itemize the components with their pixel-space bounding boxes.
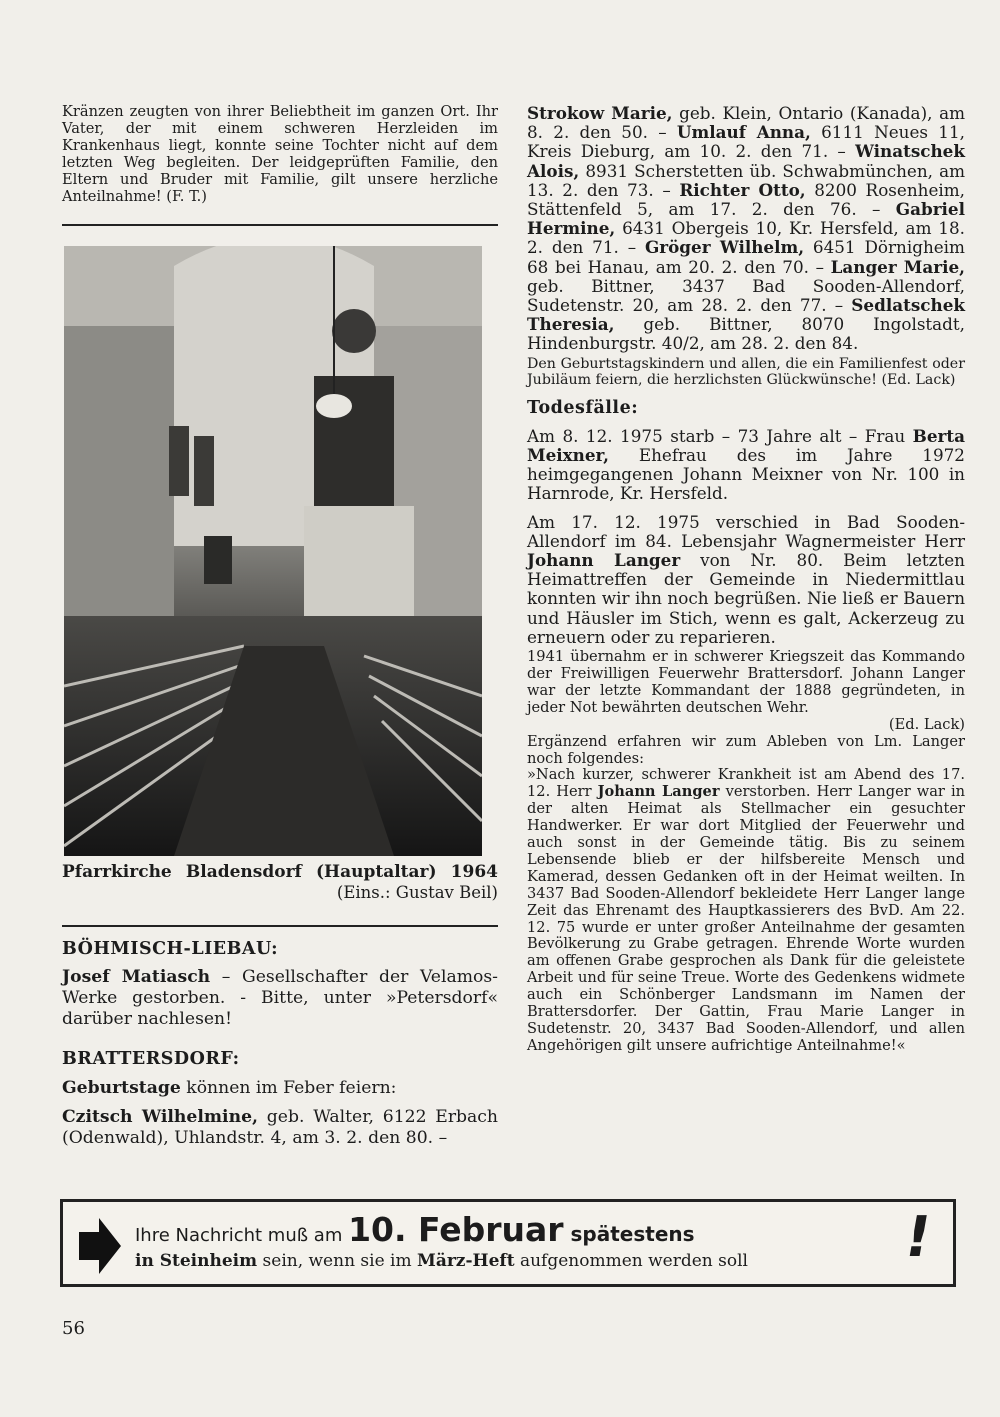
person-name: Gröger Wilhelm, — [644, 237, 805, 258]
person-name: Richter Otto, — [679, 179, 806, 200]
church-interior-illustration — [64, 246, 482, 856]
person-name: Gabriel Hermine, — [527, 199, 965, 239]
photo-caption-title: Pfarrkirche Bladensdorf (Hauptaltar) 1964 — [62, 862, 498, 882]
divider — [62, 925, 498, 927]
person-name: Langer Marie, — [830, 256, 965, 277]
arrow-right-icon — [79, 1218, 121, 1274]
person-name: Josef Matiasch — [62, 967, 211, 987]
greeting-paragraph: Den Geburtstagskindern und allen, die ein Familienfest oder Jubiläum feiern, die herzlichsten Glückwünsche! (Ed. Lack) — [527, 355, 965, 389]
entry-text: geb. Walter, 6122 Erbach (Odenwald), Uhlandstr. 4, am 3. 2. den 80. – — [62, 1107, 498, 1148]
section-heading-brattersdorf: BRATTERSDORF: — [62, 1049, 240, 1069]
left-column-top — [62, 104, 498, 226]
birthday-intro — [62, 1078, 498, 1099]
person-name: Umlauf Anna, — [676, 122, 811, 143]
person-name: Winatschek Alois, — [527, 141, 965, 181]
paragraph-text: verstorben. Herr Langer war in der alten Heimat als Stellmacher ein gesuchter Handwerker. Er war dort Mitglied der Feuerwehr und auch sonst in der Gemeinde tätig. Bis zu seinem Lebensende blieb er der hilfsbereite Mensch und Kamerad, dessen Gedanken oft in der Heimat weilten. In 3437 Bad Sooden-Allendorf bekleidete Herr Langer lange Zeit das Ehrenamt des Hauptkassierers des BvD. Am 22. 12. 75 wurde er unter großer Anteilnahme der gesamten Bevölkerung zu Grabe getragen. Ehrende Worte wurden am offenen Grabe gesprochen als Dank für die geleistete Arbeit und für seine Treue. Worte des Gedenkens widmete auch ein Schönberger Landsmann im Namen der Brattersdorfer. Der Gattin, Frau Marie Langer in Sudetenstr. 20, 3437 Bad Sooden-Allendorf, und allen Angehörigen gilt unsere aufrichtige Anteilnahme!« — [527, 783, 966, 1054]
entry-text: geb. Bittner, 8070 Ingolstadt, Hindenburgstr. 40/2, am 28. 2. den 84. — [527, 314, 965, 354]
section-heading-todesfaelle: Todesfälle: — [527, 397, 639, 418]
banner-text-bold: spätestens — [563, 1222, 695, 1246]
paragraph-text: Am 17. 12. 1975 verschied in Bad Sooden-Allendorf im 84. Lebensjahr Wagnermeister Herr — [527, 511, 965, 551]
right-column — [527, 104, 965, 1055]
deadline-banner — [60, 1199, 956, 1287]
banner-issue: März-Heft — [417, 1251, 515, 1271]
entry-text: geb. Bittner, 3437 Bad Sooden-Allendorf, Sudetenstr. 20, am 28. 2. den 77. – — [527, 275, 965, 316]
birthday-entry — [62, 1107, 498, 1149]
feuerwehr-credit: (Ed. Lack) — [888, 715, 965, 733]
feuerwehr-paragraph: 1941 übernahm er in schwerer Kriegszeit das Kommando der Freiwilligen Feuerwehr Brattersdorf. Johann Langer war der letzte Kommandant der 1888 gegründeten, in jeder Not bewährten deutschen Wehr. — [527, 648, 965, 716]
section-paragraph — [62, 967, 498, 1030]
paragraph-text: Ehefrau des im Jahre 1972 heimgegangenen Johann Meixner von Nr. 100 in Harnrode, Kr. Hersfeld. — [527, 445, 965, 504]
banner-line-1 — [135, 1210, 695, 1249]
banner-place: in Steinheim — [135, 1251, 258, 1271]
paragraph-text: von Nr. 80. Beim letzten Heimattreffen der Gemeinde in Niedermittlau konnten wir ihn noch begrüßen. Nie ließ er Bauern und Häusler im Stich, wenn es galt, Ackerzeug zu erneuern oder zu reparieren. — [527, 550, 965, 647]
banner-text: aufgenommen werden soll — [514, 1251, 748, 1271]
person-name: Johann Langer — [597, 783, 720, 801]
entry-text: 8931 Scherstetten üb. Schwabmünchen, am 13. 2. den 73. – — [527, 160, 965, 200]
entry-text: 6111 Neues 11, Kreis Dieburg, am 10. 2. den 71. – — [527, 122, 965, 162]
birthday-intro-text: können im Feber feiern: — [180, 1078, 397, 1098]
death-notice-langer — [527, 513, 965, 647]
death-notice-meixner — [527, 427, 965, 504]
left-column-bottom — [62, 862, 498, 1149]
entry-text: geb. Klein, Ontario (Kanada), am 8. 2. den 50. – — [527, 103, 965, 143]
section-heading-boehmisch-liebau: BÖHMISCH-LIEBAU: — [62, 939, 279, 959]
paragraph-text: Am 8. 12. 1975 starb – 73 Jahre alt – Frau — [527, 425, 913, 446]
church-photo — [64, 246, 482, 856]
divider — [62, 224, 498, 226]
person-name: Johann Langer — [527, 550, 681, 571]
birthday-list — [527, 104, 965, 354]
banner-line-2 — [135, 1251, 748, 1271]
paragraph-text: – Gesellschafter der Velamos-Werke gestorben. - Bitte, unter »Petersdorf« darüber nachlesen! — [62, 967, 498, 1029]
addendum-paragraph — [527, 767, 965, 1054]
banner-text: sein, wenn sie im — [257, 1251, 418, 1271]
addendum-intro: Ergänzend erfahren wir zum Ableben von Lm. Langer noch folgendes: — [527, 732, 965, 767]
intro-paragraph: Kränzen zeugten von ihrer Beliebtheit im ganzen Ort. Ihr Vater, der mit einem schweren Herzleiden im Krankenhaus liegt, konnte seine Tochter nicht auf dem letzten Weg begleiten. Der leidgeprüften Familie, den Eltern und Bruder mit Familie, gilt unsere herzliche Anteilnahme! (F. T.) — [62, 103, 498, 205]
paragraph-text: »Nach kurzer, schwerer Krankheit ist am Abend des 17. 12. Herr — [527, 766, 965, 801]
page-number: 56 — [62, 1318, 85, 1339]
person-name: Strokow Marie, — [527, 103, 673, 123]
entry-text: 8200 Rosenheim, Stättenfeld 5, am 17. 2. den 76. – — [527, 179, 965, 220]
banner-deadline-date: 10. Februar — [348, 1210, 564, 1249]
person-name: Sedlatschek Theresia, — [527, 295, 965, 335]
birthday-label: Geburtstage — [62, 1078, 181, 1098]
person-name: Czitsch Wilhelmine, — [62, 1107, 258, 1127]
exclamation-mark: ! — [899, 1205, 937, 1270]
photo-caption-credit: (Eins.: Gustav Beil) — [336, 883, 498, 902]
banner-text: Ihre Nachricht muß am — [135, 1225, 349, 1246]
entry-text: 6431 Obergeis 10, Kr. Hersfeld, am 18. 2. den 71. – — [527, 218, 965, 258]
entry-text: 6451 Dörnigheim 68 bei Hanau, am 20. 2. den 70. – — [527, 237, 965, 277]
person-name: Berta Meixner, — [527, 425, 965, 466]
